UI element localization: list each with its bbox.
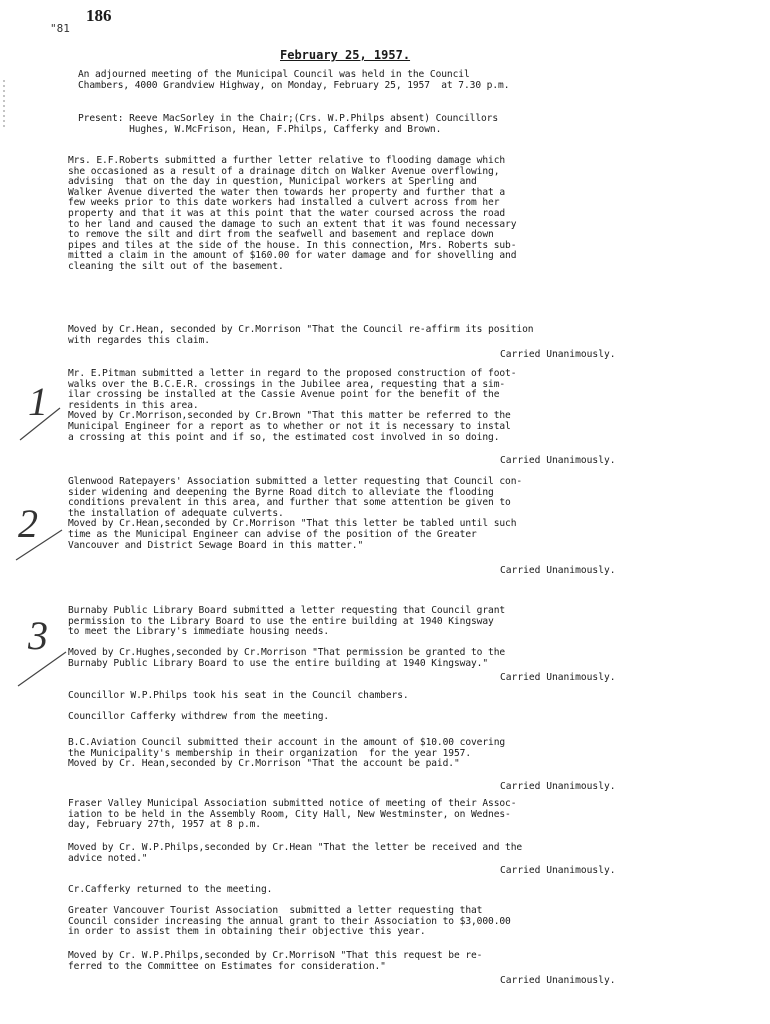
library-paragraph: Burnaby Public Library Board submitted a letter requesting that Council grant permission to the Library Board to use the entire building at 1940 Kingsway to meet the Library's immediate housing needs. (68, 605, 506, 638)
margin-stroke-1 (20, 408, 60, 440)
margin-number-2: 2 (18, 501, 38, 546)
corner-mark: "81 (50, 22, 70, 35)
roberts-paragraph: Mrs. E.F.Roberts submitted a further letter relative to flooding damage which she occasioned as a result of a drainage ditch on Walker Avenue overflowing, advising that on the day in question, Municipal workers at Sperling and Walker Avenue diverted the water then towards her property and further that a few weeks prior to this date workers had installed a culvert across from her property and that it was at this point that the water coursed across the road to her land and caused the damage to such an extent that it was found necessary to remove the silt and dirt from the seafwell and basement and replace down pipes and tiles at the side of the house. In this connection, Mrs. Roberts sub- mitted a claim in the amount of $160.00 for water damage and for shovelling and cleaning the silt out of the basement. (68, 155, 517, 272)
tourist-paragraph: Greater Vancouver Tourist Association submitted a letter requesting that Council consider increasing the annual grant to their Association to $3,000.00 in order to assist them in obtaining their objective this year. (68, 905, 511, 938)
margin-number-3: 3 (28, 613, 48, 658)
carried-7: Carried Unanimously. (500, 975, 616, 986)
fraser-paragraph: Fraser Valley Municipal Association submitted notice of meeting of their Assoc- iation to be held in the Assembly Room, City Hall, New Westminster, on Wednes- day, February 27th, 1957 at 8 p.m. (68, 798, 517, 831)
aviation-paragraph: B.C.Aviation Council submitted their account in the amount of $10.00 covering the Municipality's membership in their organization for the year 1957. Moved by Cr. Hean,seconded by Cr.Morrison "That the account be paid." (68, 737, 506, 770)
carried-3: Carried Unanimously. (500, 565, 616, 576)
page-number: 186 (86, 6, 112, 25)
carried-4: Carried Unanimously. (500, 672, 616, 683)
glenwood-paragraph: Glenwood Ratepayers' Association submitted a letter requesting that Council con- sider widening and deepening the Byrne Road ditch to alleviate the flooding conditions prevalent in this area, and further that some attention be given to the installation of adequate culverts. Moved by Cr.Hean,seconded by Cr.Morrison "That this letter be tabled until such time as the Municipal Engineer can advise of the position of the Greater Vancouver and District Sewage Board in this matter." (68, 476, 523, 551)
carried-2: Carried Unanimously. (500, 455, 616, 466)
cafferky-returned: Cr.Cafferky returned to the meeting. (68, 884, 273, 895)
motion-tourist: Moved by Cr. W.P.Philps,seconded by Cr.MorrisoN "That this request be re- ferred to the Committee on Estimates for consideration." (68, 950, 483, 972)
intro-paragraph: An adjourned meeting of the Municipal Council was held in the Council Chambers, 4000 Grandview Highway, on Monday, February 25, 1957 at 7.30 p.m. (78, 69, 510, 91)
meeting-date: February 25, 1957. (280, 48, 411, 62)
present-paragraph: Present: Reeve MacSorley in the Chair;(Crs. W.P.Philps absent) Councillors Hughes, W.McFrison, Hean, F.Philps, Cafferky and Brown. (78, 113, 499, 135)
carried-6: Carried Unanimously. (500, 865, 616, 876)
motion-fraser: Moved by Cr. W.P.Philps,seconded by Cr.Hean "That the letter be received and the advice noted." (68, 842, 523, 864)
pitman-paragraph: Mr. E.Pitman submitted a letter in regard to the proposed construction of foot- walks over the B.C.E.R. crossings in the Jubilee area, requesting that a sim- ilar crossing be installed at the Cassie Avenue point for the benefit of the residents in this area. Moved by Cr.Morrison,seconded by Cr.Brown "That this matter be referred to the Municipal Engineer for a report as to whether or not it is necessary to instal a crossing at this point and if so, the estimated cost involved in so doing. (68, 368, 517, 443)
carried-5: Carried Unanimously. (500, 781, 616, 792)
margin-number-1: 1 (28, 379, 48, 424)
motion-library: Moved by Cr.Hughes,seconded by Cr.Morrison "That permission be granted to the Burnaby Public Library Board to use the entire building at 1940 Kingsway." (68, 647, 506, 669)
carried-1: Carried Unanimously. (500, 349, 616, 360)
margin-stroke-2 (16, 530, 62, 560)
motion-roberts: Moved by Cr.Hean, seconded by Cr.Morrison "That the Council re-affirm its position with regardes this claim. (68, 324, 534, 346)
margin-stroke-3 (18, 652, 66, 686)
cafferky-withdrew: Councillor Cafferky withdrew from the meeting. (68, 711, 330, 722)
philps-seat: Councillor W.P.Philps took his seat in the Council chambers. (68, 690, 409, 701)
